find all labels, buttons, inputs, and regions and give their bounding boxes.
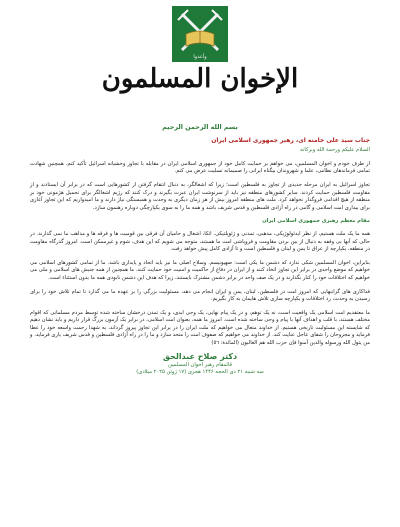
muslim-brotherhood-emblem — [172, 6, 228, 62]
letter-body — [30, 124, 370, 377]
recipient-line: جناب سید علی خامنه ای، رهبر جمهوری اسلامی ایران — [211, 136, 370, 144]
paragraph: فداکاری های گرانبهایی که امروز امت در فلسطین، لبنان، یمن و ایران انجام می دهد، مسئولیت بزرگی را بر عهده ما می گذارد تا تمام تلاش خود را برای رسیدن به وحدت، رد اختلافات و یکپارچه سازی تلاش هایمان به کار بگیریم. — [30, 288, 370, 303]
paragraph: از طرف خودم و اخوان المسلمین، می خواهم بر حمایت کامل خود از جمهوری اسلامی ایران در مقابله با تجاوز وحشیانه اسرائیل تأکید کنم. همچنین شهادت تمامی فرماندهان نظامی، علما و شهروندان بیگناه ایرانی را صمیمانه تسلیت عرض می کنم. — [30, 160, 370, 175]
section-heading: مقام معظم رهبری جمهوری اسلامی ایران — [262, 218, 370, 225]
paragraph: ما معتقدیم امت اسلامی یک واقعیت است، نه یک توهم، و در یک پیام نهایی، یک وحی ابدی، و یک تمدن درخشان ساخته شده توسط مردم مسلمانی که اقوام مختلف هستند، با قلب و اهداف آنها با پیام و وحی ساخته شده است. امروز ما همه، بعنوان امت اسلامی، در برابر یک آزمون بزرگ قرار داریم و باید نشان دهیم که شایسته این مسئولیت تاریخی هستیم. از خداوند متعال می خواهیم که ملت ایران را در برابر این تجاوز پیروز گرداند، به شهدا رحمت واسعه خود را عطا فرماید و مجروحان را شفای عاجل عنایت کند. از خداوند می خواهیم که صفوف امت را متحد سازد و ما را در راه آزادی فلسطین و قدس شریف یاری فرماید. و من يتول الله ورسوله والذين آمنوا فإن حزب الله هم الغالبون (المائدة: ٥٦) — [30, 309, 370, 347]
svg-text:وأعدوا: وأعدوا — [193, 54, 207, 60]
signature-block — [30, 352, 370, 377]
basmala: بسم الله الرحمن الرحيم — [162, 123, 238, 131]
paragraph: تجاوز اسرائیل به ایران مرحله جدیدی از تجاوز به فلسطین است؛ زیرا که اشغالگر، به دنبال انتقام گرفتن از کشورهایی است که در برابر آن ایستادند و از مقاومت فلسطین حمایت کردند. سایر کشورهای منطقه نیز باید از سرنوشت ایران عبرت بگیرند و درک کنند که رژیم اشغالگر برای تحمیل هژمونی خود بر منطقه از هیچ اقدامی فروگذار نخواهد کرد. ملت های منطقه امروز بیش از هر زمان دیگری به وحدت و همبستگی نیاز دارند و ما امیدواریم که این تجاوز آغازی برای بیداری امت اسلامی و گامی در راه آزادی فلسطین و قدس شریف باشد و همه ما را به سوی یکپارچگی دوباره رهنمون سازد. — [30, 181, 370, 211]
paragraph: بنابراین، اخوان المسلمین شکی ندارد که دشمن ما یکی است: صهیونیسم. وسلاح اصلی ما نیز باید اتحاد و پایداری باشد. ما از تمامی کشورهای اسلامی می خواهیم که موضع واحدی در برابر این تجاوز اتخاذ کنند و از ایران در دفاع از حاکمیت و امنیت خود حمایت کنند. ما همچنین از همه جنبش های اسلامی و ملی می خواهیم که اختلافات خود را کنار بگذارند و در یک صف واحد در برابر دشمن مشترک بایستند، زیرا که هدف این دشمن نابودی همه ما بدون استثناء است. — [30, 259, 370, 281]
logo-wordmark: الإخوان المسلمون — [101, 64, 299, 94]
signatory-title: قائمقام رهبر اخوان المسلمین — [168, 361, 232, 368]
crossed-swords-icon — [172, 6, 228, 62]
paragraph: همه ما یک ملت هستیم، از نظر ایدئولوژیکی، مذهبی، تمدنی و ژئوپلتیکی. اتکا، اشغال و حامیان آن فرقی بین قومیت ها و فرقه ها و مذاهب ما نمی گذارند. در حالی که آنها بی وقفه به دنبال از بین بردن مقاومت و فروپاشی امت ما هستند، متوجه می شویم که این هدف، شوم و غیرممکن است. امروز گذرگاه مقاومت در منطقه، یکپارچه از عراق تا یمن و لبنان و فلسطین است و تا آزادی کامل پیش خواهد رفت. — [30, 230, 370, 253]
letter-date: سه شنبه ۲۱ ذی الحجه ۱۴۴۶ هجری (۱۷ ژوئن ۲۰۲۵ میلادی) — [136, 369, 264, 376]
greeting: السلام علیکم ورحمة الله وبرکاته — [300, 147, 370, 154]
letterhead — [0, 0, 400, 112]
signatory-name: دکتر صلاح عبدالحق — [162, 351, 238, 361]
